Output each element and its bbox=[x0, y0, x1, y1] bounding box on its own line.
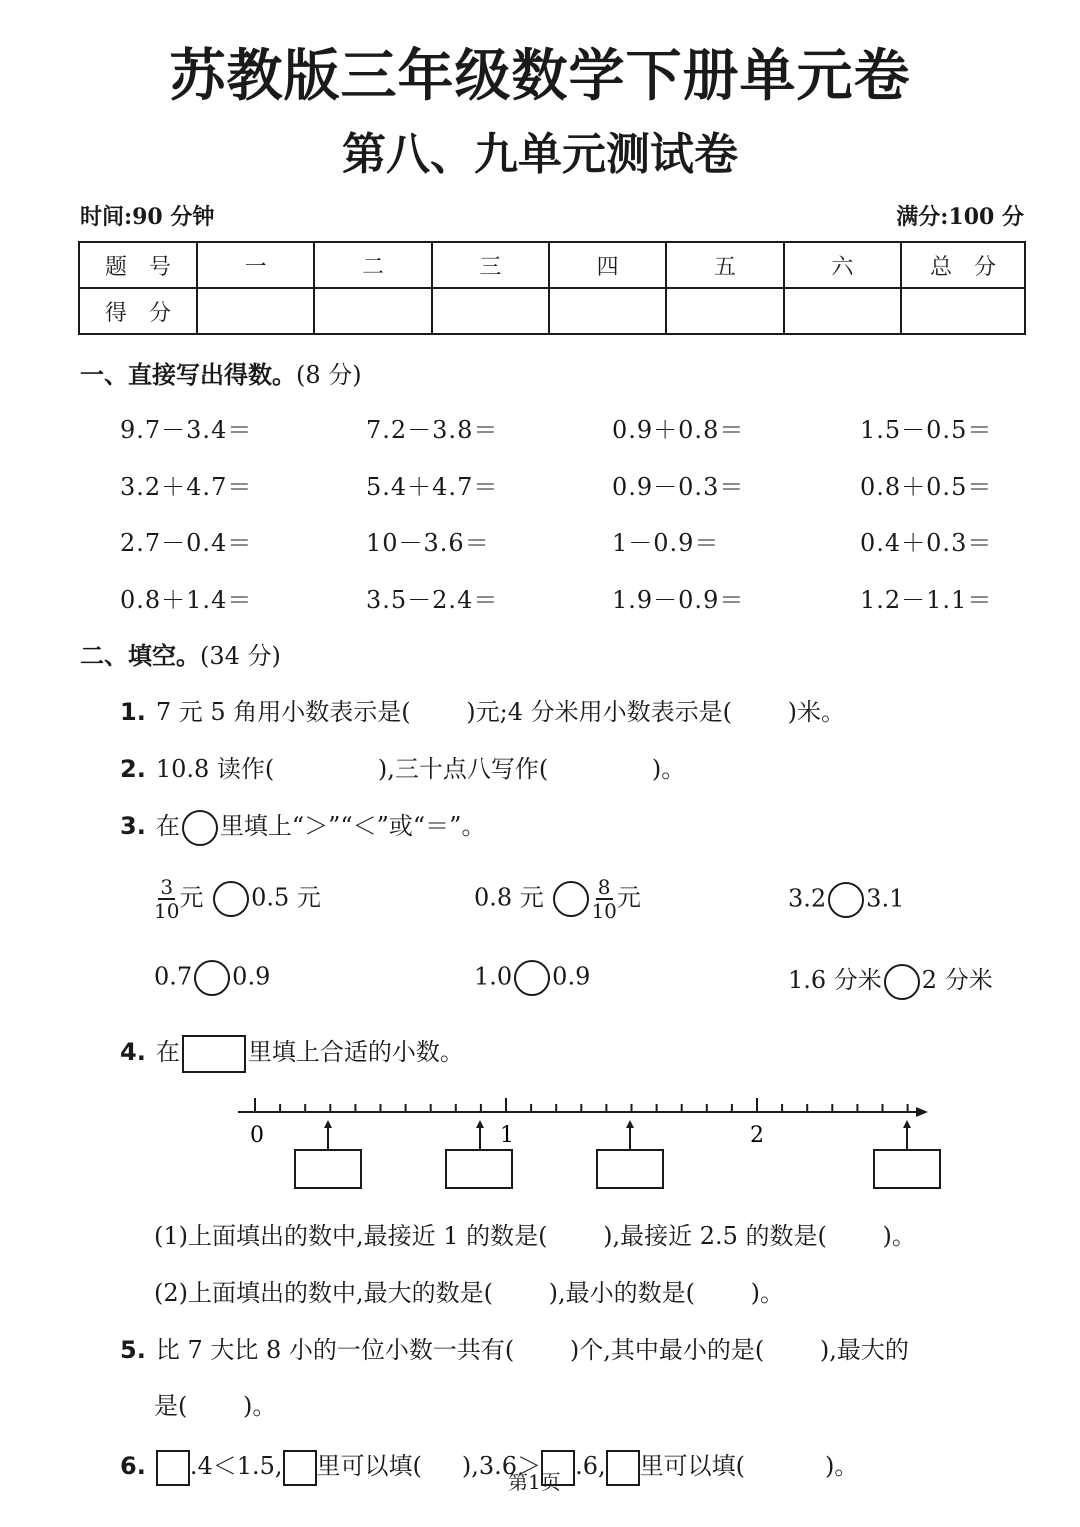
question-number: 6. bbox=[120, 1452, 146, 1480]
compare-item-3: 3.2 3.1 bbox=[788, 882, 904, 918]
calc-item: 2.7－0.4＝ bbox=[120, 529, 253, 557]
question-text: 10.8 读作( ),三十点八写作( )。 bbox=[155, 755, 686, 783]
header-cell-1: 一 bbox=[197, 242, 314, 288]
calc-item: 0.4＋0.3＝ bbox=[860, 529, 993, 557]
score-cell[interactable] bbox=[784, 288, 901, 334]
axis-label-0: 0 bbox=[250, 1123, 264, 1148]
compare-item-6: 1.6 分米 2 分米 bbox=[788, 960, 993, 1000]
header-cell-4: 四 bbox=[549, 242, 666, 288]
question-text-pre: 在 bbox=[155, 1038, 180, 1066]
score-table-score-row bbox=[79, 288, 1025, 334]
answer-pointer-4 bbox=[874, 1120, 940, 1188]
calc-item: 1.5－0.5＝ bbox=[860, 416, 993, 444]
section-1-heading bbox=[80, 355, 362, 390]
square-blank[interactable] bbox=[283, 1450, 317, 1486]
calc-item: 1.2－1.1＝ bbox=[860, 586, 993, 614]
header-cell-question-no: 题 号 bbox=[79, 242, 197, 288]
calc-item: 5.4＋4.7＝ bbox=[366, 473, 499, 501]
score-cell[interactable] bbox=[197, 288, 314, 334]
compare-circle[interactable] bbox=[514, 960, 550, 996]
calc-item: 3.5－2.4＝ bbox=[366, 586, 499, 614]
score-cell[interactable] bbox=[314, 288, 431, 334]
question-4-sub-1: (1)上面填出的数中,最接近 1 的数是( ),最接近 2.5 的数是( )。 bbox=[154, 1222, 916, 1250]
score-table bbox=[78, 241, 1026, 335]
question-1 bbox=[120, 692, 845, 727]
question-number: 4. bbox=[120, 1038, 146, 1066]
square-blank[interactable] bbox=[606, 1450, 640, 1486]
question-number: 3. bbox=[120, 812, 146, 840]
answer-box[interactable] bbox=[597, 1150, 663, 1188]
section-2-title: 二、填空。 bbox=[80, 641, 200, 670]
section-2-points: (34 分) bbox=[200, 642, 281, 670]
score-table-header-row bbox=[79, 242, 1025, 288]
section-1-title: 一、直接写出得数。 bbox=[80, 360, 296, 389]
header-cell-3: 三 bbox=[432, 242, 549, 288]
header-cell-6: 六 bbox=[784, 242, 901, 288]
page-subtitle: 第八、九单元测试卷 bbox=[342, 129, 738, 180]
full-score: 满分:100 分 bbox=[896, 204, 1024, 230]
question-text: 比 7 大比 8 小的一位小数一共有( )个,其中最小的是( ),最大的 bbox=[155, 1336, 909, 1364]
question-3 bbox=[120, 806, 485, 846]
question-text-post: 里填上“＞”“＜”或“＝”。 bbox=[219, 812, 486, 840]
circle-blank bbox=[182, 810, 218, 846]
calc-item: 0.8＋0.5＝ bbox=[860, 473, 993, 501]
page-number: 第1页 bbox=[508, 1470, 561, 1494]
header-cell-5: 五 bbox=[666, 242, 783, 288]
answer-pointer-1 bbox=[295, 1120, 361, 1188]
number-line-ticks bbox=[255, 1098, 908, 1112]
compare-circle[interactable] bbox=[553, 881, 589, 917]
compare-item-2: 0.8 元 $\frac{8}{10}$ 元 bbox=[474, 875, 641, 923]
answer-box[interactable] bbox=[874, 1150, 940, 1188]
calc-item: 10－3.6＝ bbox=[366, 529, 490, 557]
header-cell-total: 总 分 bbox=[901, 242, 1025, 288]
score-cell[interactable] bbox=[549, 288, 666, 334]
compare-circle[interactable] bbox=[828, 882, 864, 918]
question-2 bbox=[120, 749, 685, 784]
compare-item-4: 0.7 0.9 bbox=[154, 960, 270, 996]
number-line-arrowhead bbox=[916, 1107, 928, 1117]
score-row-label: 得 分 bbox=[79, 288, 197, 334]
calc-item: 9.7－3.4＝ bbox=[120, 416, 253, 444]
section-2-heading bbox=[80, 636, 281, 671]
question-text-post: 里填上合适的小数。 bbox=[247, 1038, 464, 1066]
question-4 bbox=[120, 1032, 464, 1073]
calc-item: 0.8＋1.4＝ bbox=[120, 586, 253, 614]
calc-item: 3.2＋4.7＝ bbox=[120, 473, 253, 501]
question-number: 1. bbox=[120, 698, 146, 726]
question-5-line-2: 是( )。 bbox=[154, 1392, 277, 1420]
calc-item: 0.9＋0.8＝ bbox=[612, 416, 745, 444]
fraction: $\frac{8}{10}$ bbox=[591, 875, 617, 923]
square-blank[interactable] bbox=[156, 1450, 190, 1486]
question-number: 2. bbox=[120, 755, 146, 783]
answer-pointer-3 bbox=[597, 1120, 663, 1188]
question-text-pre: 在 bbox=[155, 812, 180, 840]
compare-item-5: 1.0 0.9 bbox=[474, 960, 590, 996]
question-text: 7 元 5 角用小数表示是( )元;4 分米用小数表示是( )米。 bbox=[155, 698, 845, 726]
question-number: 5. bbox=[120, 1336, 146, 1364]
compare-circle[interactable] bbox=[213, 881, 249, 917]
section-1-points: (8 分) bbox=[296, 361, 362, 389]
compare-circle[interactable] bbox=[194, 960, 230, 996]
compare-item-1: $\frac{3}{10}$ 元 0.5 元 bbox=[154, 875, 321, 923]
axis-label-2: 2 bbox=[750, 1123, 764, 1148]
exam-time: 时间:90 分钟 bbox=[80, 204, 215, 230]
question-4-sub-2: (2)上面填出的数中,最大的数是( ),最小的数是( )。 bbox=[154, 1279, 784, 1307]
score-cell[interactable] bbox=[666, 288, 783, 334]
calc-item: 0.9－0.3＝ bbox=[612, 473, 745, 501]
question-5 bbox=[120, 1330, 909, 1365]
page-title: 苏教版三年级数学下册单元卷 bbox=[169, 43, 911, 109]
answer-box[interactable] bbox=[446, 1150, 512, 1188]
header-cell-2: 二 bbox=[314, 242, 431, 288]
score-cell[interactable] bbox=[432, 288, 549, 334]
score-cell[interactable] bbox=[901, 288, 1025, 334]
compare-circle[interactable] bbox=[884, 964, 920, 1000]
axis-label-1: 1 bbox=[500, 1123, 514, 1148]
fraction: $\frac{3}{10}$ bbox=[154, 875, 180, 923]
calc-item: 1.9－0.9＝ bbox=[612, 586, 745, 614]
question-6: 6. .4＜1.5, 里可以填( ),3.6＞ .6, 里可以填( )。 bbox=[120, 1446, 858, 1486]
calc-item: 1－0.9＝ bbox=[612, 529, 720, 557]
square-blank bbox=[182, 1035, 246, 1073]
number-line bbox=[230, 1092, 950, 1198]
answer-box[interactable] bbox=[295, 1150, 361, 1188]
calc-item: 7.2－3.8＝ bbox=[366, 416, 499, 444]
